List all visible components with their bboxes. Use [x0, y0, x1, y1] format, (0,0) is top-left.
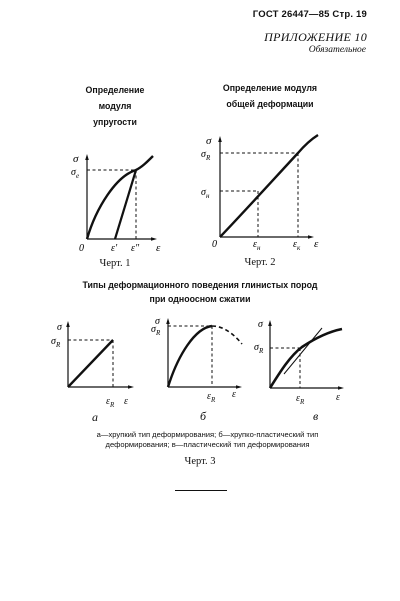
fig3a-y-axis-label: σ [57, 322, 62, 333]
fig2-graph [198, 128, 328, 253]
bottom-rule [175, 490, 227, 491]
fig3a-x-axis-arrow [128, 385, 134, 389]
fig3c-y-tick: $\sigma_R$ [254, 342, 264, 355]
fig1-loading-curve [87, 156, 153, 239]
fig3c-label: в [313, 409, 319, 423]
fig1-caption: Черт. 1 [99, 258, 131, 269]
fig2-y-tick-n: $\sigma_н$ [201, 187, 210, 200]
fig3c-y-axis-label: σ [258, 319, 263, 330]
fig1-title [65, 82, 165, 130]
fig1-x-tick-eps2: ε″ [131, 243, 140, 253]
fig2-y-tick-r: $\sigma_R$ [201, 149, 211, 162]
fig3c-graph [252, 312, 352, 402]
fig1-title-line: модуля [98, 101, 132, 111]
fig3-legend-line: деформирования; в—пластический тип деформирования [105, 440, 310, 449]
fig3b-y-tick: $\sigma_R$ [151, 324, 161, 337]
section-title [0, 278, 400, 306]
fig3b-curve [168, 326, 212, 387]
appendix-subtitle: Обязательное [308, 45, 366, 55]
fig3b-x-axis-label: ε [232, 389, 236, 400]
fig3c-x-tick: $\varepsilon_R$ [296, 393, 305, 406]
fig3c-curve [270, 329, 342, 388]
fig1-title-line: Определение [85, 85, 145, 95]
fig2-y-axis-label: σ [206, 135, 212, 147]
fig3-legend-line: а—хрупкий тип деформирования; б—хрупко-пластический тип [96, 430, 319, 439]
fig3c-tangent [284, 328, 322, 374]
fig1-graph [70, 148, 170, 253]
section-title-line: при одноосном сжатии [149, 294, 251, 304]
fig1-y-axis-label: σ [73, 153, 79, 165]
fig2-x-axis-label: ε [314, 238, 319, 250]
fig3b-y-axis-arrow [166, 318, 170, 324]
fig1-origin: 0 [79, 243, 84, 253]
fig3b-graph [150, 310, 250, 400]
fig1-y-tick-label: $\sigma_е$ [71, 167, 80, 180]
fig1-x-axis-label: ε [156, 242, 161, 253]
fig3b-y-axis-label: σ [155, 316, 160, 327]
fig1-title-line: упругости [93, 117, 137, 127]
fig1-x-axis-arrow [151, 237, 157, 241]
fig3a-x-axis-label: ε [124, 396, 128, 407]
fig3b-x-axis-arrow [236, 385, 242, 389]
page-header: ГОСТ 26447—85 Стр. 19 [252, 9, 367, 20]
fig2-y-axis-arrow [218, 136, 222, 142]
fig1-y-axis-arrow [85, 154, 89, 160]
fig2-x-tick-n: $\varepsilon_н$ [253, 239, 261, 252]
section-title-line: Типы деформационного поведения глинистых пород [82, 280, 318, 290]
fig3c-y-axis-arrow [268, 320, 272, 326]
fig3c-x-axis-arrow [338, 386, 344, 390]
fig3b-label: б [200, 409, 207, 423]
fig3a-label: а [92, 410, 98, 424]
fig3-legend [45, 430, 370, 450]
fig2-title-line: общей деформации [226, 99, 314, 109]
fig2-caption: Черт. 2 [244, 257, 276, 268]
fig3b-x-tick: $\varepsilon_R$ [207, 391, 216, 404]
fig3a-curve [68, 340, 113, 387]
fig3b-curve-descending [212, 326, 242, 344]
fig3-caption: Черт. 3 [184, 456, 216, 467]
fig1-x-tick-eps1: ε′ [111, 243, 118, 253]
fig2-origin: 0 [212, 239, 217, 250]
fig2-title [205, 80, 335, 112]
fig3a-y-tick: $\sigma_R$ [51, 336, 61, 349]
fig2-x-tick-k: $\varepsilon_к$ [293, 239, 301, 252]
appendix-title: ПРИЛОЖЕНИЕ 10 [264, 30, 367, 44]
fig3a-x-tick: $\varepsilon_R$ [106, 396, 115, 409]
fig3c-x-axis-label: ε [336, 392, 340, 403]
fig3a-y-axis-arrow [66, 321, 70, 327]
fig2-title-line: Определение модуля [222, 83, 318, 93]
fig3a-graph [50, 315, 140, 399]
fig2-curve [220, 135, 318, 237]
